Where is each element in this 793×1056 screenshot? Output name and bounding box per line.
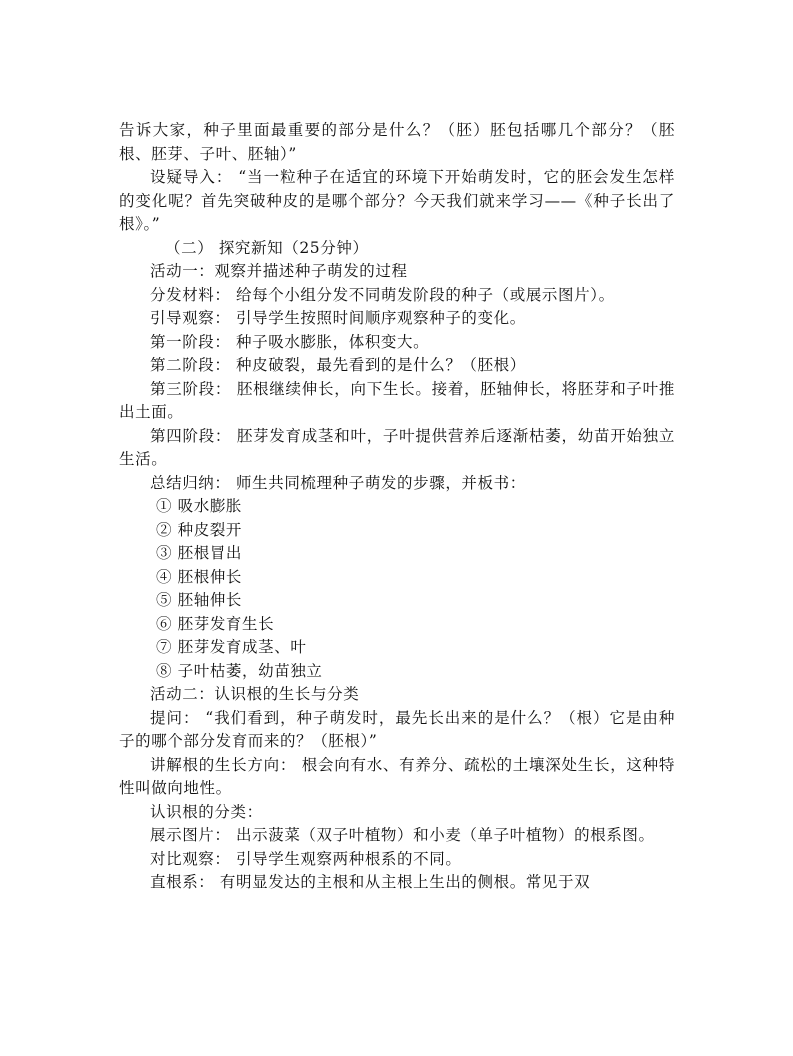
paragraph-materials: 分发材料： 给每个小组分发不同萌发阶段的种子（或展示图片）。 <box>150 285 615 304</box>
list-item: ⑦ 胚芽发育成茎、叶 <box>156 638 307 656</box>
paragraph-question-lead-in: 设疑导入： “当一粒种子在适宜的环境下开始萌发时，它的胚会发生怎样的变化呢？首先突破种皮的是哪个部分？今天我们就来学习——《种子长出了根》。” <box>119 168 675 233</box>
section-heading-explore: （二） 探究新知（25分钟） <box>165 238 369 257</box>
list-item: ③ 胚根冒出 <box>156 544 243 562</box>
paragraph-question: 提问： “我们看到，种子萌发时，最先长出来的是什么？（根）它是由种子的哪个部分发育而来的？（胚根）” <box>119 708 675 750</box>
list-item: ⑤ 胚轴伸长 <box>156 591 243 609</box>
list-item: ① 吸水膨胀 <box>156 497 243 515</box>
document-body <box>119 119 675 895</box>
activity-two-heading: 活动二：认识根的生长与分类 <box>150 685 360 703</box>
paragraph-stage-three: 第三阶段： 胚根继续伸长，向下生长。接着，胚轴伸长，将胚芽和子叶推出土面。 <box>119 379 675 421</box>
paragraph-compare: 对比观察： 引导学生观察两种根系的不同。 <box>150 849 462 868</box>
list-item: ④ 胚根伸长 <box>156 567 243 586</box>
paragraph-taproot: 直根系： 有明显发达的主根和从主根上生出的侧根。常见于双 <box>150 873 591 891</box>
paragraph-stage-one: 第一阶段： 种子吸水膨胀，体积变大。 <box>150 332 430 351</box>
paragraph-root-direction: 讲解根的生长方向： 根会向有水、有养分、疏松的土壤深处生长，这种特性叫做向地性。 <box>119 755 675 797</box>
list-item: ⑧ 子叶枯萎，幼苗独立 <box>156 661 323 680</box>
paragraph-guided-observation: 引导观察： 引导学生按照时间顺序观察种子的变化。 <box>150 309 526 327</box>
list-item: ⑥ 胚芽发育生长 <box>156 614 275 633</box>
paragraph-stage-four: 第四阶段： 胚芽发育成茎和叶，子叶提供营养后逐渐枯萎，幼苗开始独立生活。 <box>119 426 675 468</box>
paragraph-intro-continued: 告诉大家，种子里面最重要的部分是什么？（胚）胚包括哪几个部分？（胚根、胚芽、子叶、胚轴）” <box>119 121 675 163</box>
list-item: ② 种皮裂开 <box>156 520 243 539</box>
activity-one-heading: 活动一：观察并描述种子萌发的过程 <box>150 262 408 280</box>
paragraph-root-types-heading: 认识根的分类： <box>150 802 263 821</box>
paragraph-stage-two: 第二阶段： 种皮破裂，最先看到的是什么？（胚根） <box>150 356 526 374</box>
paragraph-summary: 总结归纳： 师生共同梳理种子萌发的步骤，并板书： <box>150 473 526 492</box>
paragraph-show-images: 展示图片： 出示菠菜（双子叶植物）和小麦（单子叶植物）的根系图。 <box>150 826 655 844</box>
